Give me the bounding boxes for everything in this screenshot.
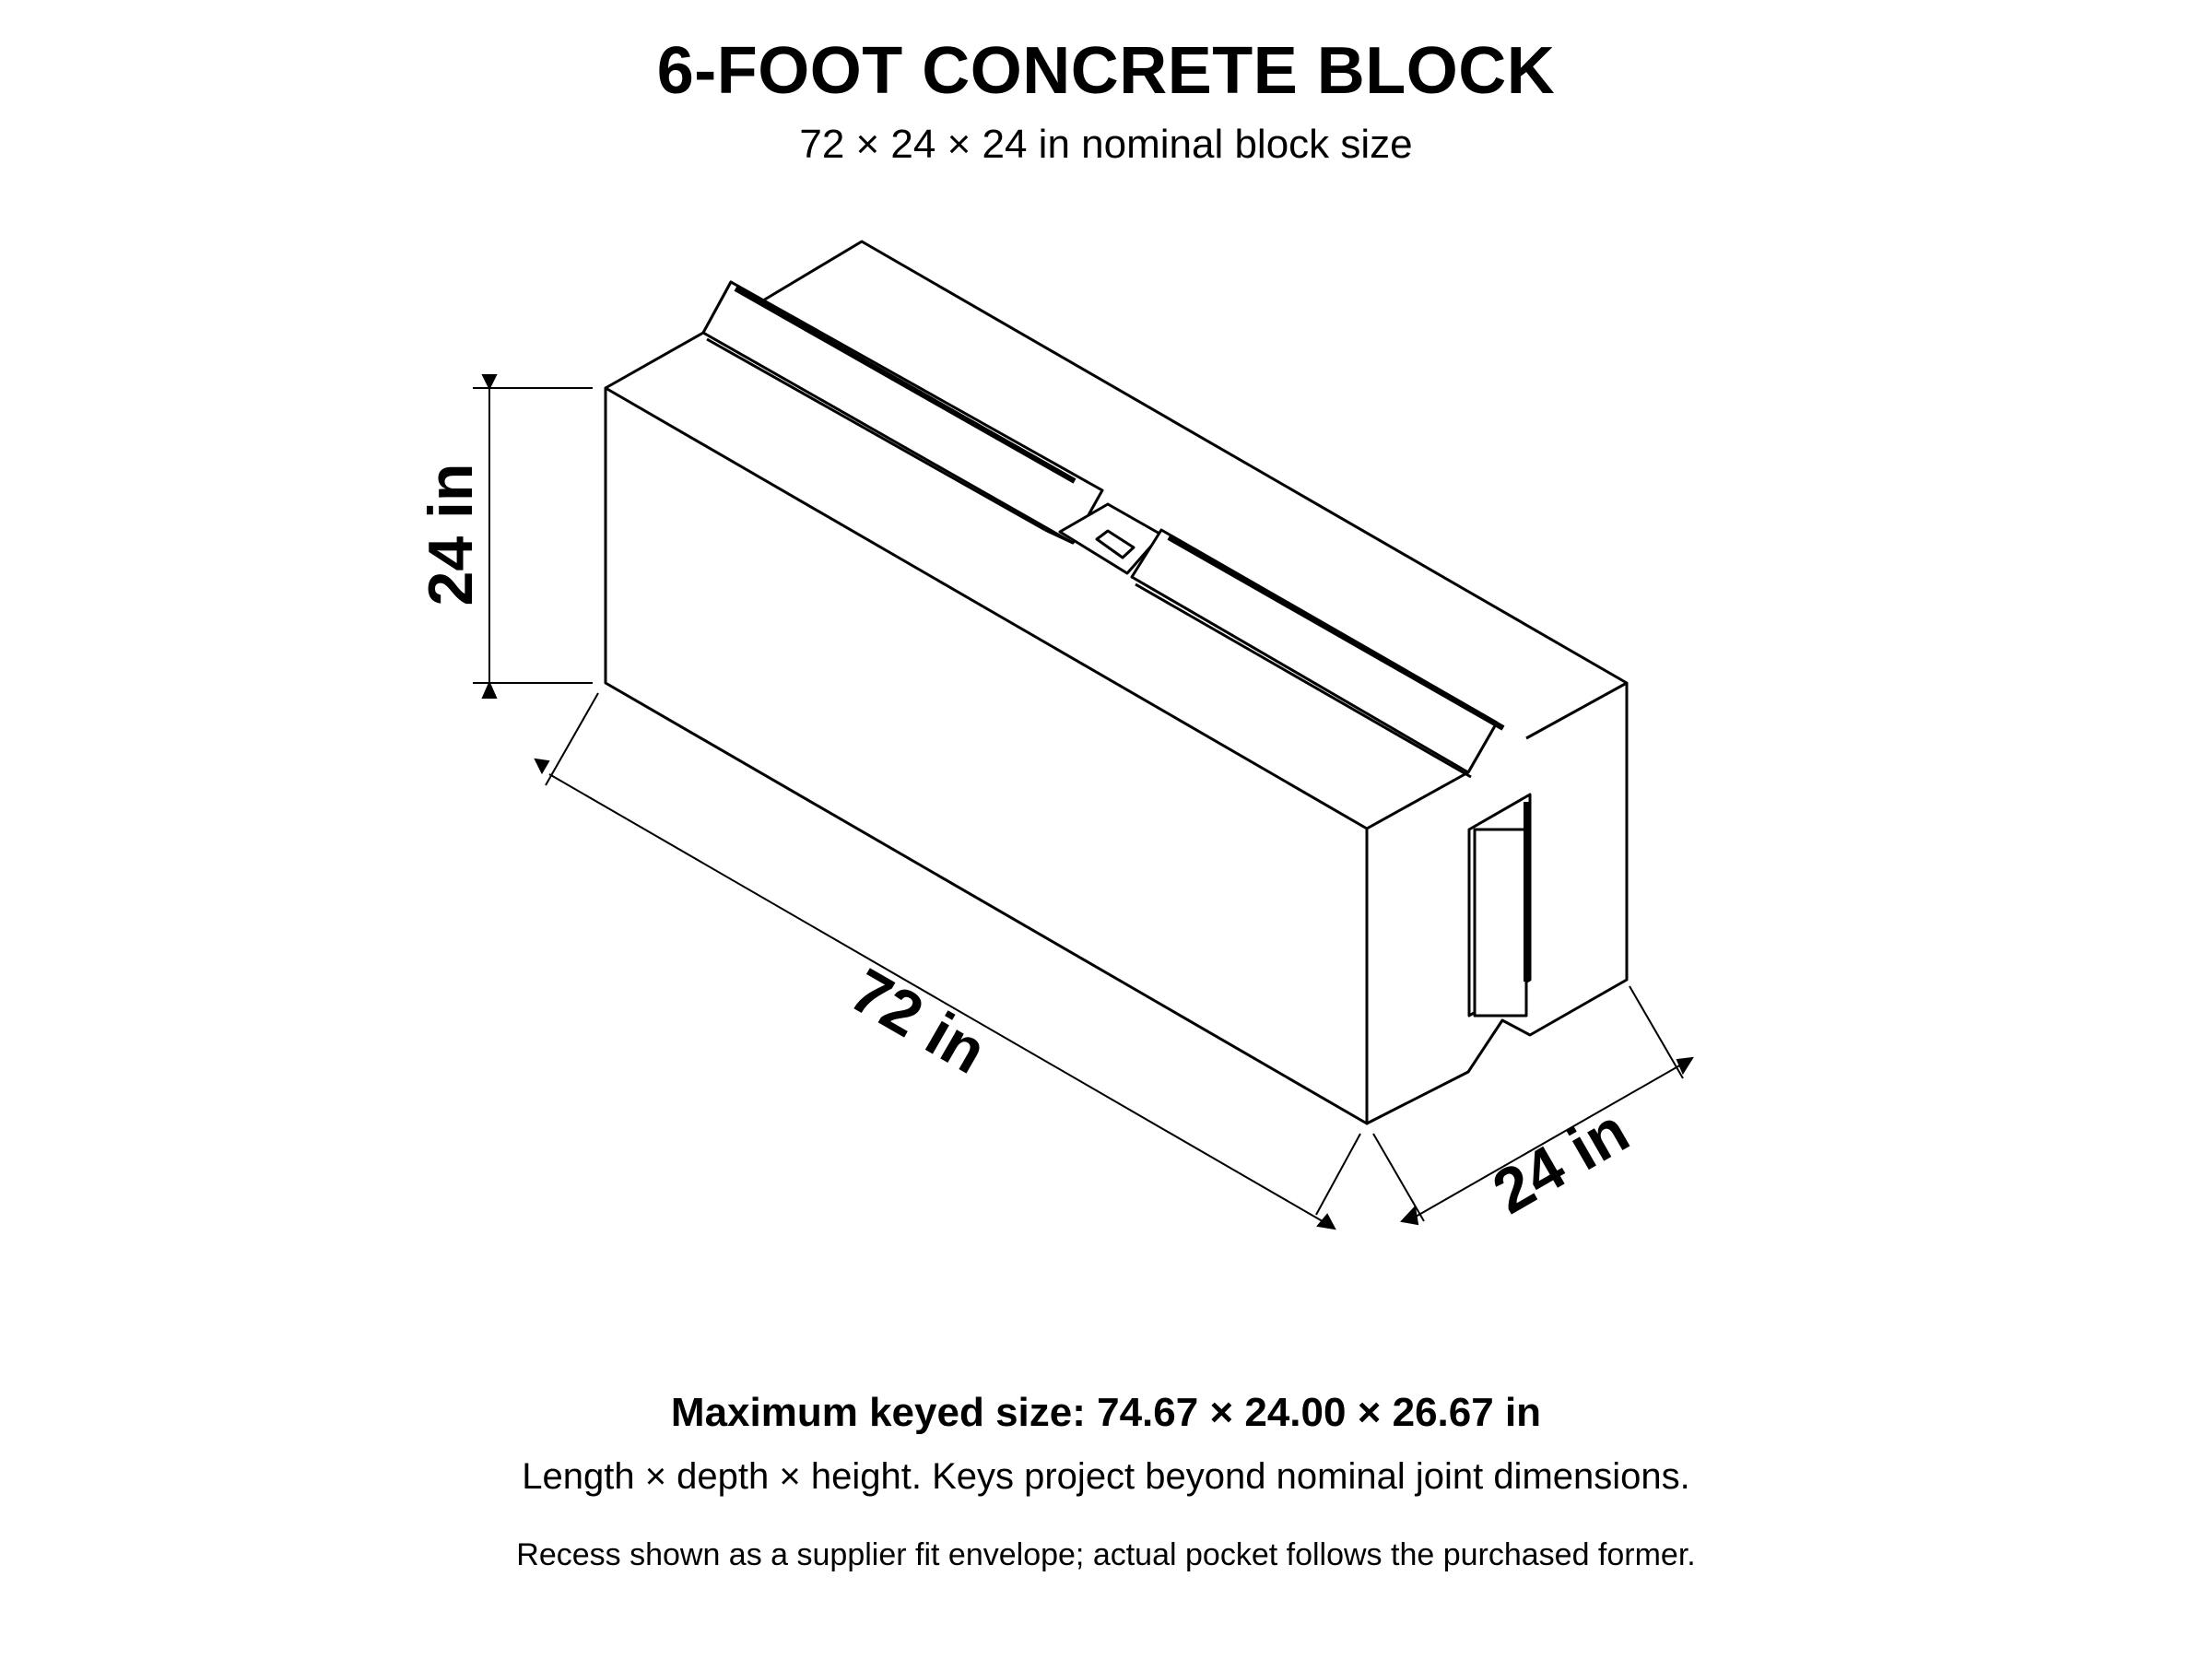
depth-arrow-end: [1677, 1058, 1692, 1073]
height-arrow-top: [483, 375, 496, 388]
height-arrow-bottom: [483, 683, 496, 698]
end-face-recess: [1469, 794, 1530, 1016]
depth-arrow-start: [1402, 1207, 1418, 1224]
length-arrow-end: [1318, 1215, 1335, 1229]
size-description: Length × depth × height. Keys project beyond nominal joint dimensions.: [522, 1456, 1690, 1497]
max-keyed-size: Maximum keyed size: 74.67 × 24.00 × 26.67 in: [670, 1390, 1542, 1435]
block-right-top-edge: [1526, 683, 1627, 738]
page-title: 6-FOOT CONCRETE BLOCK: [656, 34, 1556, 108]
depth-dimension-label: 24 in: [1481, 1095, 1641, 1228]
block-left-end-face: [606, 388, 1367, 1124]
length-arrow-start: [535, 759, 548, 772]
height-dimension-label: 24 in: [416, 463, 486, 606]
length-dimension-label: 72 in: [839, 955, 998, 1088]
recess-note: Recess shown as a supplier fit envelope; actual pocket follows the purchased former.: [516, 1537, 1696, 1572]
page-subtitle: 72 × 24 × 24 in nominal block size: [799, 122, 1413, 167]
block-front-top-edge: [1367, 772, 1468, 829]
height-dimension: [473, 375, 593, 698]
